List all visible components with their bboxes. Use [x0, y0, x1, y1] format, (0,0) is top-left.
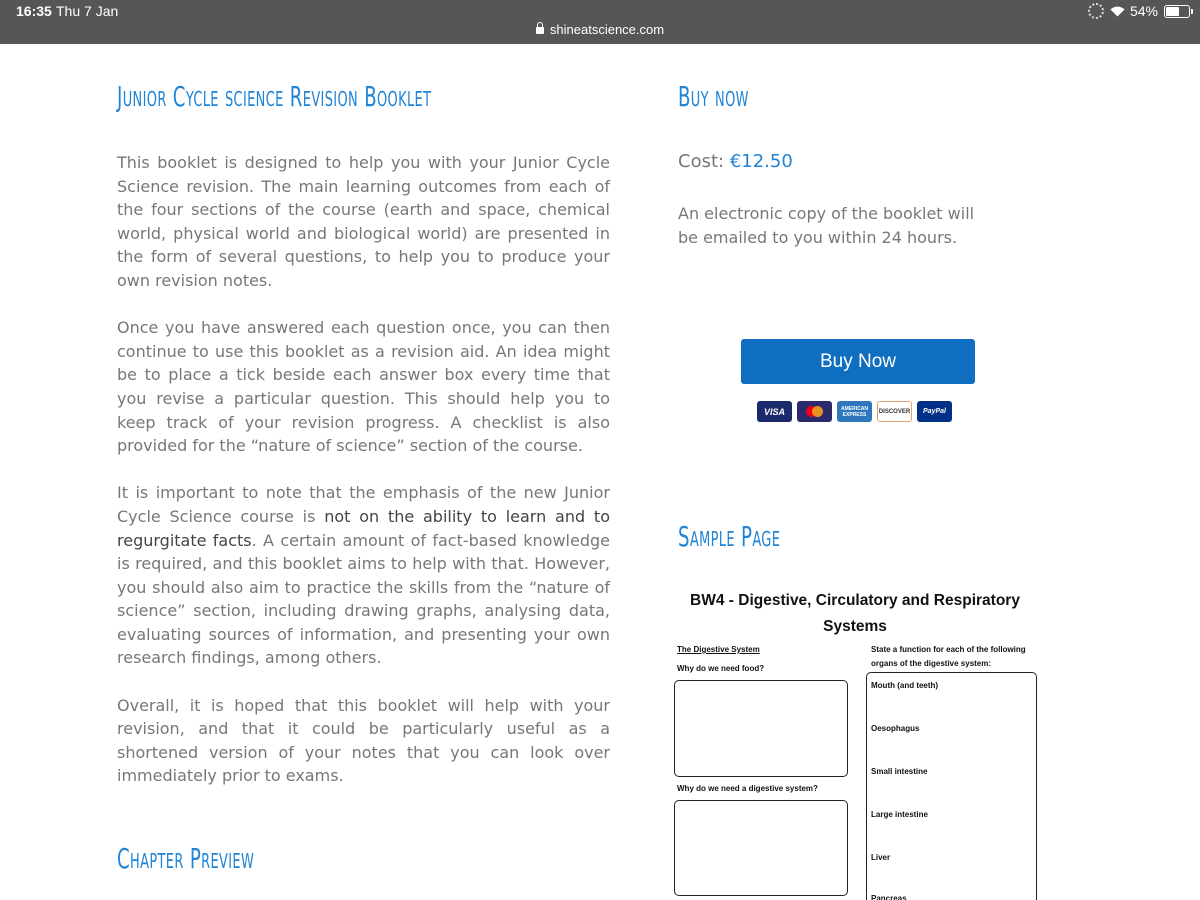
lock-icon: [536, 27, 544, 34]
cost-label: Cost:: [678, 151, 725, 172]
sample-title-line-1: BW4 - Digestive, Circulatory and Respiratory: [690, 592, 1020, 609]
status-date: Thu 7 Jan: [56, 3, 119, 19]
organ-label: Pancreas: [871, 894, 907, 900]
answer-box: [674, 800, 848, 896]
wifi-icon: [1110, 6, 1124, 16]
amex-line-2: EXPRESS: [842, 411, 867, 418]
page-title: Junior Cycle science Revision Booklet: [117, 80, 432, 113]
sample-page-heading: Sample Page: [678, 520, 781, 553]
organ-label: Small intestine: [871, 767, 928, 776]
discover-card-icon: DISCOVER: [877, 401, 912, 422]
delivery-note: An electronic copy of the booklet will be emailed to you within 24 hours.: [678, 204, 975, 247]
sample-question-1: Why do we need food?: [677, 664, 765, 673]
mastercard-icon: [797, 401, 832, 422]
address-bar[interactable]: [0, 22, 1200, 37]
status-indicators: [1088, 3, 1190, 19]
payment-methods: [757, 401, 952, 422]
cost-line: [678, 151, 793, 172]
paragraph-3-text-a: It is important to note that the emphasis of the new Junior Cycle Science course is: [117, 483, 610, 526]
description-paragraph-1: This booklet is designed to help you with your Junior Cycle Science revision. The main learning outcomes from each of the four sections of the course (earth and space, chemical world, physical world and biological world) are presented in the form of several questions, to help you to produce your own revision notes.: [117, 153, 610, 290]
organs-answer-box: [866, 672, 1037, 900]
emphasis-text: not on the ability to learn and to regurgitate facts: [117, 506, 610, 550]
paypal-icon: PayPal: [917, 401, 952, 422]
battery-level-fill: [1166, 7, 1179, 16]
organ-label: Oesophagus: [871, 724, 920, 733]
sample-instruction-line-1: State a function for each of the following: [871, 645, 1026, 654]
buy-now-heading: Buy now: [678, 80, 749, 113]
sample-section-label: The Digestive System: [677, 645, 760, 654]
sample-question-2: Why do we need a digestive system?: [677, 784, 818, 793]
paragraph-3-text-b: . A certain amount of fact-based knowledge is required, and this booklet aims to help with that. However, you should also aim to practice the skills from the “nature of science” section, including drawing graphs, analysing data, evaluating sources of information, and presenting your own research findings, among others.: [117, 530, 611, 668]
booklet-description: [117, 151, 610, 812]
organ-label: Mouth (and teeth): [871, 681, 939, 690]
url-text[interactable]: shineatscience.com: [549, 22, 665, 37]
cost-value: €12.50: [729, 151, 793, 172]
status-bar: [0, 0, 1200, 44]
buy-now-button[interactable]: Buy Now: [741, 339, 975, 384]
sample-instruction-line-2: organs of the digestive system:: [871, 659, 992, 668]
amex-card-icon: [837, 401, 872, 422]
sample-title-line-2: Systems: [823, 618, 887, 635]
sample-title: [665, 588, 1045, 640]
sample-page-image: [665, 578, 1050, 900]
answer-box: [674, 680, 848, 777]
description-paragraph-3: [117, 481, 610, 670]
battery-icon: [1164, 5, 1190, 18]
loading-spinner-icon: [1088, 3, 1104, 19]
amex-line-1: AMERICAN: [841, 405, 868, 412]
battery-percent: 54%: [1129, 3, 1158, 19]
status-time: 16:35: [16, 3, 52, 19]
visa-card-icon: VISA: [757, 401, 792, 422]
organ-label: Large intestine: [871, 810, 928, 819]
description-paragraph-4: Overall, it is hoped that this booklet will help with your revision, and that it could be particularly useful as a shortened version of your notes that you can look over immediately prior to exams.: [117, 695, 610, 786]
description-paragraph-2: Once you have answered each question once, you can then continue to use this booklet as a revision aid. An idea might be to place a tick beside each answer box every time that you revise a particular question. This should help you to keep track of your revision progress. A checklist is also provided for the “nature of science” section of the course.: [117, 318, 610, 456]
chapter-preview-heading: Chapter Preview: [117, 842, 255, 875]
organ-label: Liver: [871, 853, 891, 862]
